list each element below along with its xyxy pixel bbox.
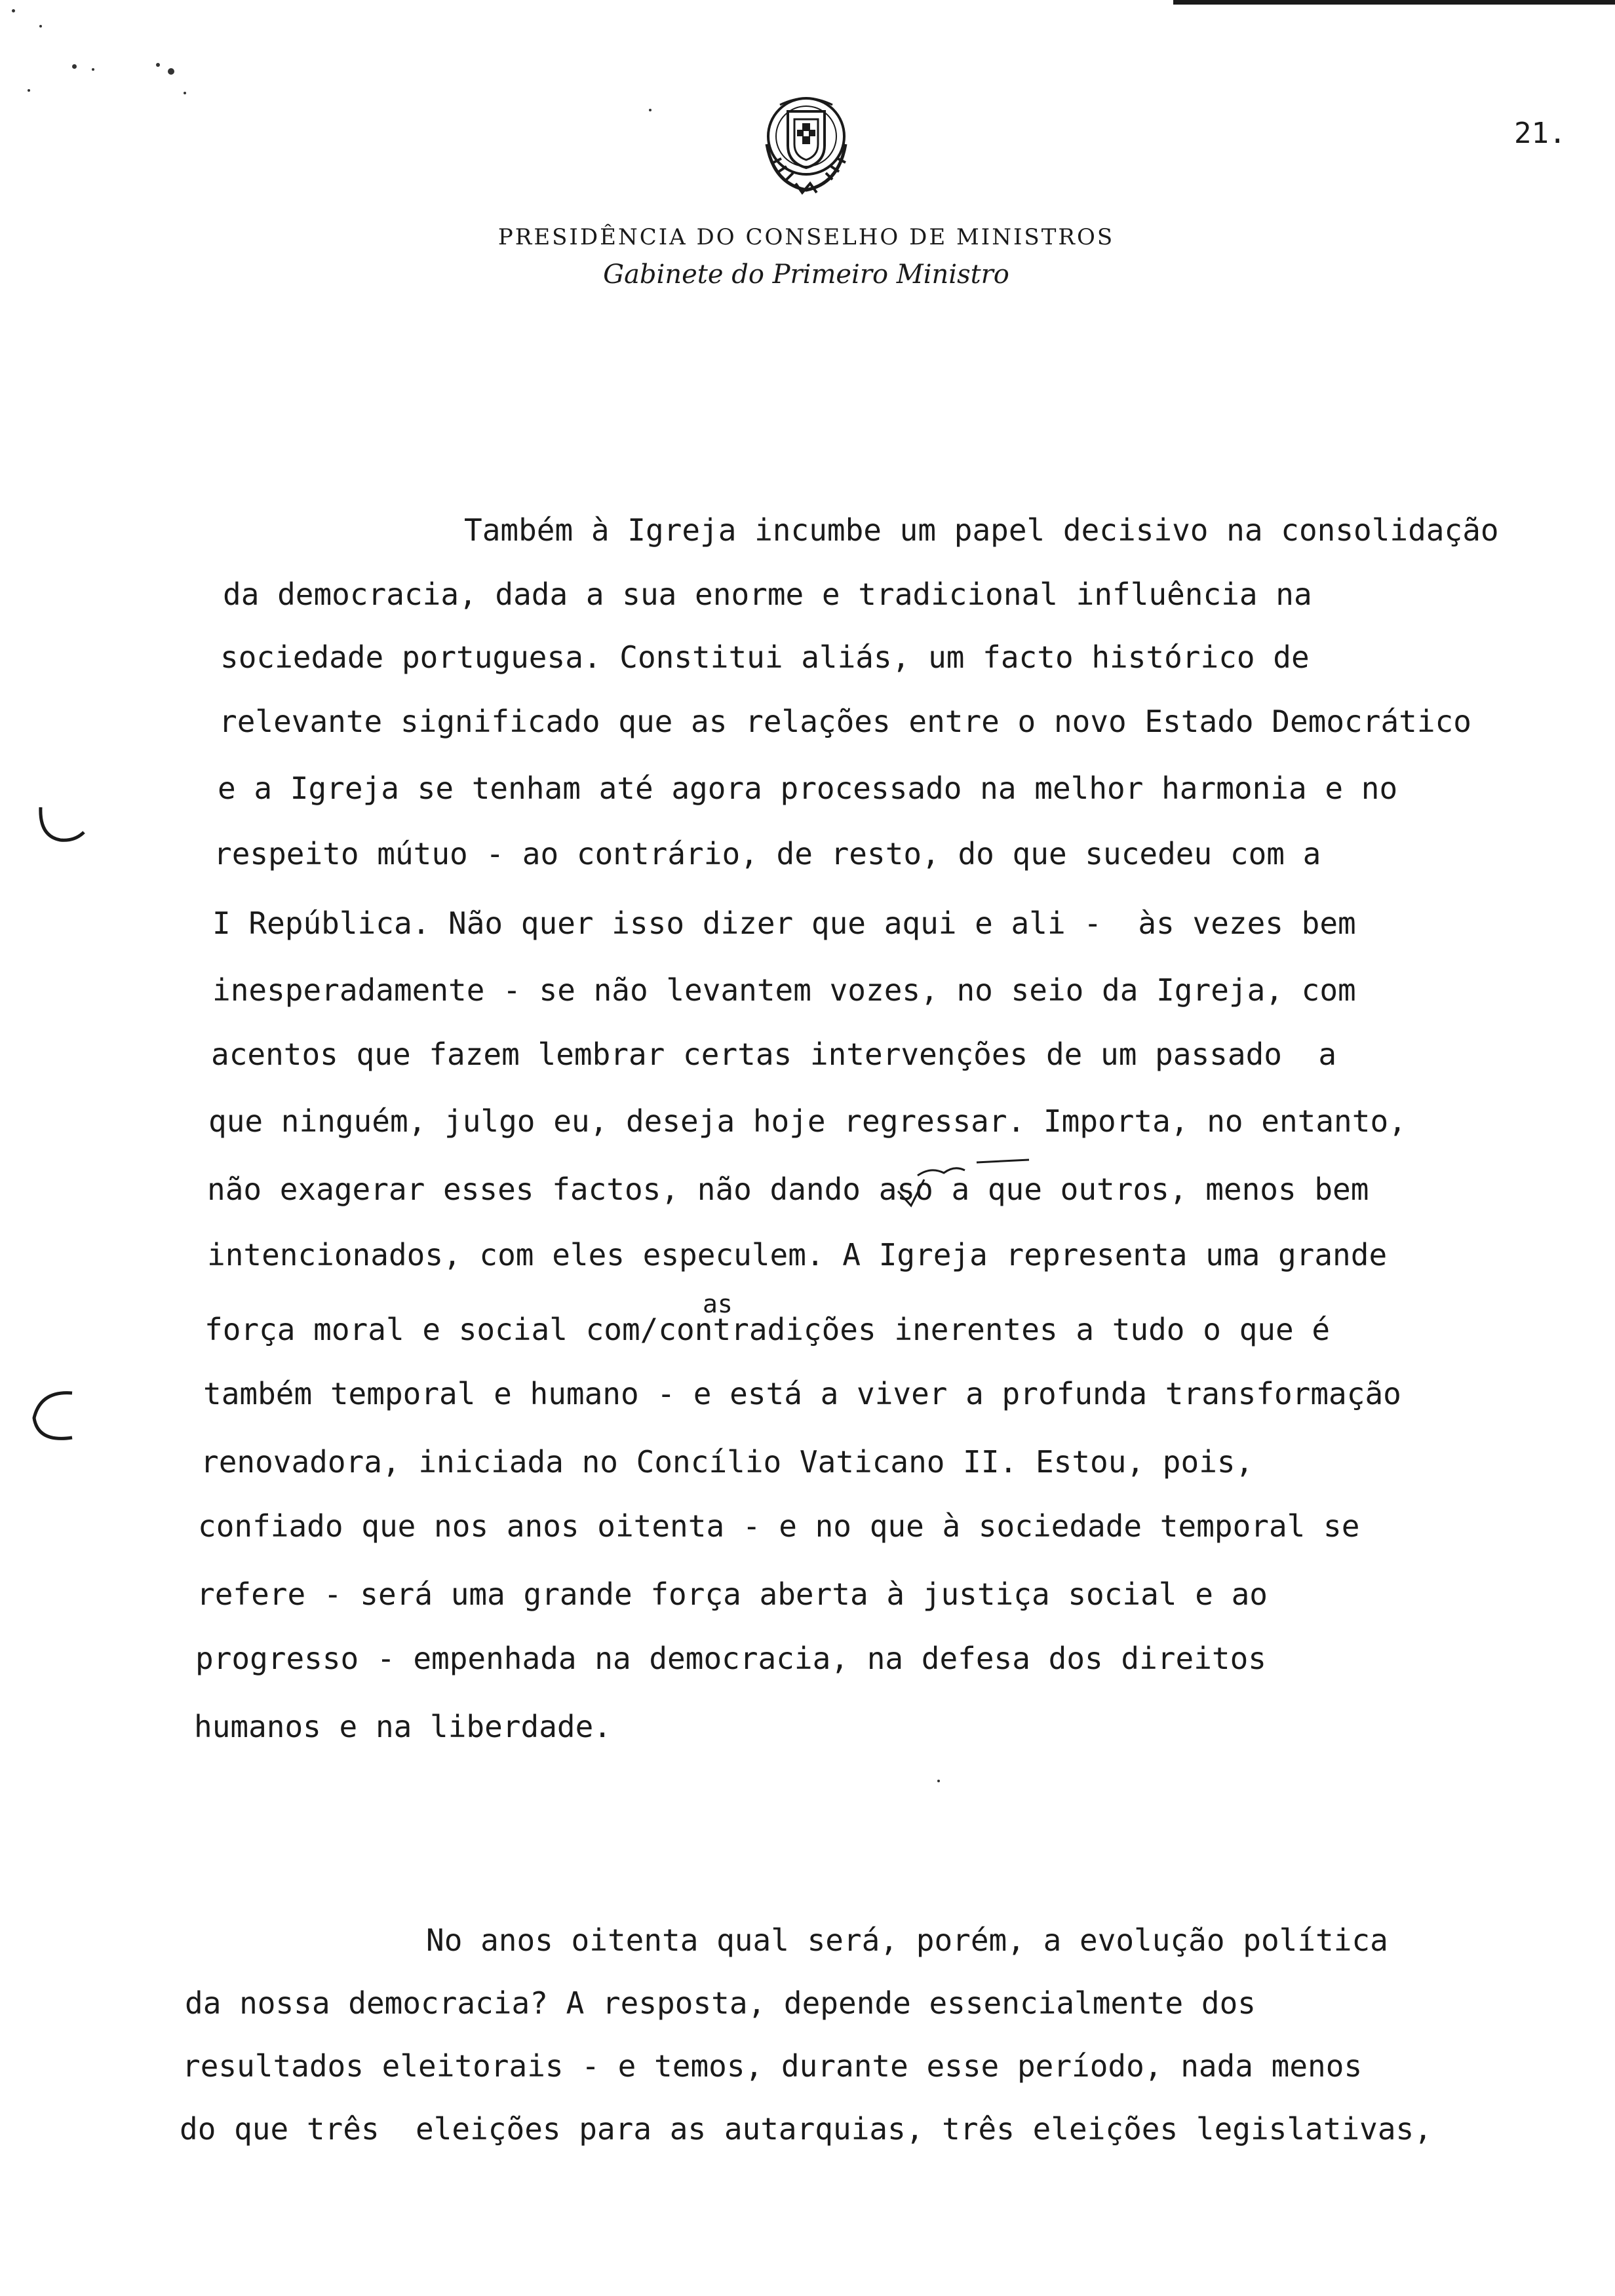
margin-mark <box>26 1384 85 1449</box>
paragraph-1-line: força moral e social com/contradições inerentes a tudo o que é <box>204 1312 1331 1347</box>
scan-speck <box>28 89 30 92</box>
paragraph-1-line: humanos e na liberdade. <box>194 1709 612 1744</box>
paragraph-2-line: do que três eleições para as autarquias, três eleições legislativas, <box>180 2111 1432 2147</box>
scan-speck <box>39 25 42 28</box>
scan-speck <box>937 1780 940 1782</box>
letterhead-office: Gabinete do Primeiro Ministro <box>603 259 1009 290</box>
scan-speck <box>184 92 186 94</box>
paragraph-1-line: sociedade portuguesa. Constitui aliás, um facto histórico de <box>220 640 1310 675</box>
paragraph-1-line: da democracia, dada a sua enorme e tradicional influência na <box>223 577 1312 612</box>
paragraph-2-line: resultados eleitorais - e temos, durante esse período, nada menos <box>182 2048 1363 2084</box>
paragraph-1-line: renovadora, iniciada no Concílio Vaticano II. Estou, pois, <box>201 1444 1254 1480</box>
paragraph-1-line: acentos que fazem lembrar certas intervenções de um passado a <box>211 1037 1337 1072</box>
margin-mark <box>34 803 93 849</box>
paragraph-1-line: progresso - empenhada na democracia, na defesa dos direitos <box>195 1641 1266 1676</box>
scan-speck <box>649 109 652 111</box>
scan-speck <box>156 63 160 67</box>
paragraph-1-line: confiado que nos anos oitenta - e no que à sociedade temporal se <box>198 1508 1360 1544</box>
scan-speck <box>72 64 77 69</box>
paragraph-1-line: Também à Igreja incumbe um papel decisivo na consolidação <box>464 512 1499 548</box>
portuguese-coat-of-arms-icon <box>747 85 865 203</box>
paragraph-1-line: que ninguém, julgo eu, deseja hoje regressar. Importa, no entanto, <box>208 1103 1407 1139</box>
handwritten-insertion: as <box>703 1290 733 1318</box>
paragraph-1-line: inesperadamente - se não levantem vozes, no seio da Igreja, com <box>212 972 1356 1008</box>
paragraph-1-line: também temporal e humano - e está a viver a profunda transformação <box>203 1376 1401 1411</box>
scan-speck <box>12 9 15 12</box>
paragraph-1-line: refere - será uma grande força aberta à justiça social e ao <box>197 1577 1268 1612</box>
paragraph-2-line: da nossa democracia? A resposta, depende essencialmente dos <box>185 1985 1256 2021</box>
paragraph-1-line: respeito mútuo - ao contrário, de resto, do que sucedeu com a <box>214 836 1321 871</box>
scan-speck <box>92 68 94 71</box>
paragraph-1-line: intencionados, com eles especulem. A Igreja representa uma grande <box>207 1237 1388 1272</box>
paragraph-1-line: I República. Não quer isso dizer que aqui e ali - às vezes bem <box>212 906 1356 941</box>
handwritten-correction-mark <box>891 1153 1042 1212</box>
top-edge-rule <box>1173 0 1615 5</box>
scan-speck <box>168 68 174 75</box>
paragraph-2-line: No anos oitenta qual será, porém, a evolução política <box>426 1923 1388 1958</box>
paragraph-1-line: não exagerar esses factos, não dando aso a que outros, menos bem <box>207 1172 1369 1207</box>
paragraph-1-line: e a Igreja se tenham até agora processado na melhor harmonia e no <box>218 771 1398 806</box>
page-number: 21. <box>1514 117 1566 150</box>
paragraph-1-line: relevante significado que as relações entre o novo Estado Democrático <box>219 704 1471 739</box>
letterhead-institution: PRESIDÊNCIA DO CONSELHO DE MINISTROS <box>497 224 1115 250</box>
